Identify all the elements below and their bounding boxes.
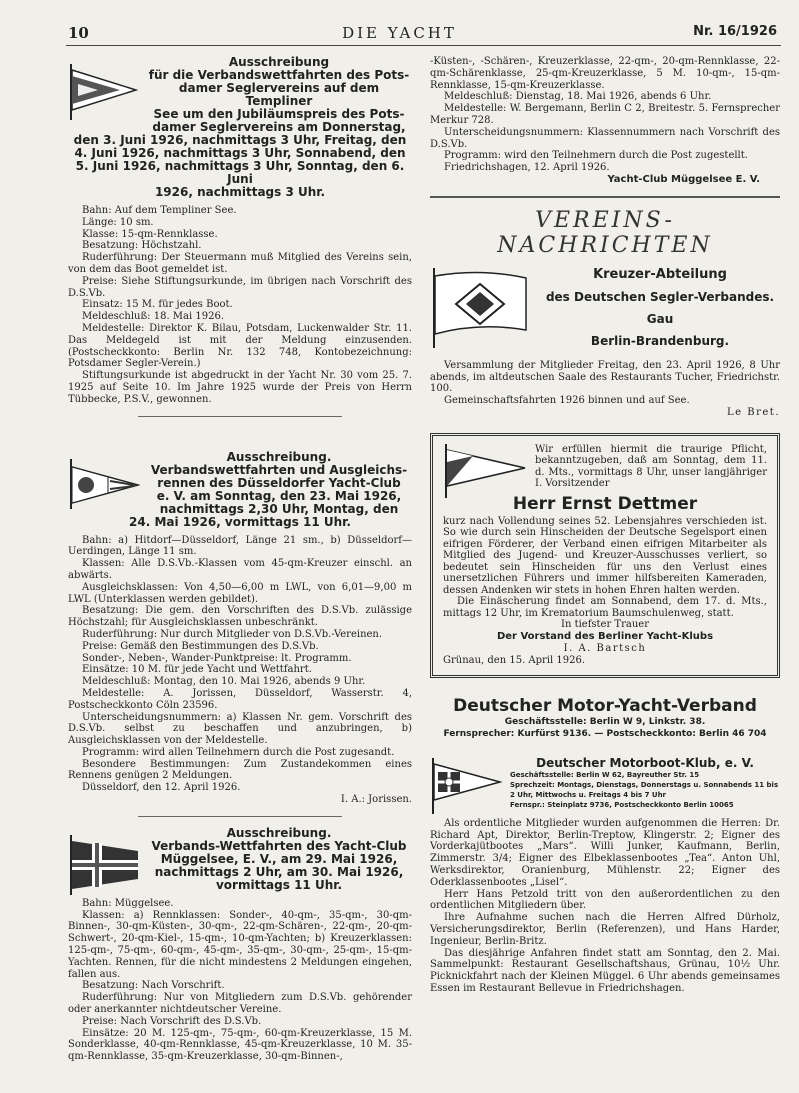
obituary-name: Herr Ernst Dettmer [512,493,698,514]
flag-kreuzer-icon [430,268,530,348]
journal-title: DIE YACHT [342,24,457,42]
notice-potsdam [68,56,412,406]
obituary-signer: I. A. Bartsch [563,643,647,655]
notice-mueggelsee-title: Ausschreibung. Verbands-Wettfahrten des Yacht-Club Müggelsee, E. V., am 29. Mai 1926, nachmittags 2 Uhr, am 30. Mai 1926, vormittags 11 Uhr. [151,825,407,892]
kreuzer-abteilung [430,264,780,360]
motorboot-contact: Geschäftsstelle: Berlin W 62, Bayreuther Str. 15 Sprechzeit: Montags, Dienstags, Donnerstags u. Sonnabends 11 bis 2 Uhr, Mittwochs u. Freitags 4 bis 7 Uhr Fernspr.: Steinplatz 9736, Postscheckkonto Berlin 10065 [510,770,779,809]
divider [138,816,342,817]
obituary-date: Grünau, den 15. April 1926. [443,655,586,667]
dmyv-phone: Fernsprecher: Kurfürst 9136. — Postscheckkonto: Berlin 46 704 [443,728,767,739]
issue-number: Nr. 16/1926 [693,24,777,39]
obituary-notice [430,433,780,678]
notice-potsdam-dates: den 3. Juni 1926, nachmittags 3 Uhr, Freitag, den 4. Juni 1926, nachmittags 3 Uhr, Sonnabend, den 5. Juni 1926, nachmittags 3 Uhr, Sonntag, den 6. Juni 1926, nachmittags 3 Uhr. [73,133,407,199]
notice-duesseldorf [68,451,412,806]
notice-mueggelsee [68,827,412,1063]
motorboot-body: Als ordentliche Mitglieder wurden aufgenommen die Herren: Dr. Richard Apt, Direktor, Berlin-Treptow, Klingerstr. 2; Eigner des Vorderkajütbootes „Mars“. Willi Junker, Kaufmann, Berlin, Zimmerstr. 3/4; Eigner des Elbeklassenbootes „Tea“. Anton Uhl, Werksdirektor, Oranienburg, Mühlenstr. 22; Eigner des Oderklassenbootes „Lisel“. Herr Hans Petzold tritt von den außerordentlichen zu den ordentlichen Mitgliedern über. Ihre Aufnahme suchen nach die Herren Alfred Dürholz, Versicherungsdirektor, Berlin (Referenzen), und Hans Harder, Ingenieur, Berlin-Britz. Das diesjährige Anfahren findet statt am Sonntag, den 2. Mai. Sammelpunkt: Restaurant Gesellschaftshaus, Grünau, 10½ Uhr. Picknickfahrt nach der Kleinen Müggel. 6 Uhr abends gemeinsames Essen im Restaurant Bellevue in Friedrichshagen. [430,817,780,994]
dmyv-address: Geschäftsstelle: Berlin W 9, Linkstr. 38. [504,716,706,727]
obituary-board: Der Vorstand des Berliner Yacht-Klubs [496,631,714,643]
notice-potsdam-title: Ausschreibung für die Verbandswettfahrten des Pots- damer Seglervereins auf dem Templiner See um den Jubiläumspreis des Pots- damer Seglervereins am Donnerstag, [148,55,410,134]
obituary-intro: Wir erfüllen hiermit die traurige Pflicht, bekanntzugeben, daß am Sonntag, dem 11. d. Mts., vormittags 8 Uhr, unser langjähriger I. Vorsitzender [535,443,767,490]
page-number: 10 [68,24,89,42]
pennant-motorboot-icon [430,758,502,814]
motorboot-klub [430,756,780,995]
notice-mueggelsee-body: Bahn: Müggelsee. Klassen: a) Rennklassen: Sonder-, 40-qm-, 35-qm-, 30-qm-Binnen-, 30-qm-Küsten-, 30-qm-, 22-qm-Schären-, 22-qm-, 20-qm-Schwert-, 20-qm-Kiel-, 15-qm-, 10-qm-Yachten; b) Kreuzerklassen: 125-qm-, 75-qm-, 60-qm-, 45-qm-, 35-qm-, 30-qm-, 25-qm-, 15-qm-Yachten. Rennen, für die nicht mindestens 2 Meldungen eingehen, fallen aus. Besatzung: Nach Vorschrift. Ruderführung: Nur von Mitgliedern zum D.S.Vb. gehörender oder anerkannter nichtdeutscher Vereine. Preise: Nach Vorschrift des D.S.Vb. Einsätze: 20 M. 125-qm-, 75-qm-, 60-qm-Kreuzerklasse, 15 M. Sonderklasse, 40-qm-Rennklasse, 45-qm-Kreuzerklasse, 10 M. 35-qm-Rennklasse, 35-qm-Kreuzerklasse, 30-qm-Binnen-, [68,897,412,1063]
mueggelsee-signature: Yacht-Club Müggelsee E. V. [607,173,760,185]
flag-mueggelsee-icon [68,835,140,895]
section-banner: VEREINS-NACHRICHTEN [430,196,780,264]
kreuzer-signature: Le Bret. [727,406,780,418]
notice-duesseldorf-title: Ausschreibung. Verbandswettfahrten und Ausgleichs- rennen des Düsseldorfer Yacht-Club e. V. am Sonntag, den 23. Mai 1926, nachmittags 2,30 Uhr, Montag, den [150,449,408,516]
left-column [68,56,412,1063]
notice-duesseldorf-date: 24. Mai 1926, vormittags 11 Uhr. [129,514,351,529]
pennant-yacht-klub-icon [443,444,527,498]
right-column [430,56,780,995]
dmyv-title: Deutscher Motor-Yacht-Verband [453,695,757,716]
obituary-funeral: Die Einäscherung findet am Sonnabend, dem 17. d. Mts., mittags 12 Uhr, im Krematorium Baumschulenweg, statt. [443,596,767,619]
divider [138,416,342,417]
notice-mueggelsee-continued: -Küsten-, -Schären-, Kreuzerklasse, 22-qm-, 20-qm-Rennklasse, 22-qm-Schärenklasse, 25-qm-Kreuzerklasse, 5 M. 10-qm-, 15-qm-Rennklasse, 15-qm-Kreuzerklasse. Meldeschluß: Dienstag, 18. Mai 1926, abends 6 Uhr. Meldestelle: W. Bergemann, Berlin C 2, Breitestr. 5. Fernsprecher Merkur 728. Unterscheidungsnummern: Klassennummern nach Vorschrift des D.S.Vb. Programm: wird den Teilnehmern durch die Post zugestellt. Friedrichshagen, 12. April 1926. Yacht-Club Müggelsee E. V. [430,56,780,185]
kreuzer-heading: Kreuzer-Abteilung des Deutschen Segler-Verbandes. Gau Berlin-Brandenburg. [545,266,775,348]
notice-duesseldorf-body: Bahn: a) Hitdorf—Düsseldorf, Länge 21 sm., b) Düsseldorf—Uerdingen, Länge 11 sm. Klassen: Alle D.S.Vb.-Klassen vom 45-qm-Kreuzer einschl. an abwärts. Ausgleichsklassen: Von 4,50—6,00 m LWL, von 6,01—9,00 m LWL (Unterklassen werden gebildet). Besatzung: Die gem. den Vorschriften des D.S.Vb. zulässige Höchstzahl; für Ausgleichsklassen unbeschränkt. Ruderführung: Nur durch Mitglieder von D.S.Vb.-Vereinen. Preise: Gemäß den Bestimmungen des D.S.Vb. Sonder-, Neben-, Wander-Punktpreise: lt. Programm. Einsätze: 10 M. für jede Yacht und Wettfahrt. Meldeschluß: Montag, den 10. Mai 1926, abends 9 Uhr. Meldestelle: A. Jorissen, Düsseldorf, Wasserstr. 4, Postscheckkonto Cöln 23596. Unterscheidungsnummern: a) Klassen Nr. gem. Vorschrift des D.S.Vb. selbst zu beschaffen und anzubringen, b) Ausgleichsklassen von der Meldestelle. Programm: wird allen Teilnehmern durch die Post zugesandt. Besondere Bestimmungen: Zum Zustandekommen eines Rennens genügen 2 Meldungen. Düsseldorf, den 12. April 1926. I. A.: Jorissen. [68,534,412,806]
obituary-body: kurz nach Vollendung seines 52. Lebensjahres verschieden ist. So wie durch sein Hinscheiden der Deutsche Segelsport einen eifrigen Förderer, der Verband einen eifrigen Mitarbeiter als Mitglied des Jugend- und Kreuzer-Ausschusses verliert, so bedeutet sein Hinscheiden für uns den Verlust eines unersetzlichen Führers und immer hilfsbereiten Kameraden, dessen Andenken wir stets in hohen Ehren halten werden. [443,515,767,596]
obituary-mourn: In tiefster Trauer [561,619,649,631]
notice-duesseldorf-signature: I. A.: Jorissen. [340,794,412,806]
motorboot-title: Deutscher Motorboot-Klub, e. V. [536,755,754,770]
notice-potsdam-body: Bahn: Auf dem Templiner See. Länge: 10 sm. Klasse: 15-qm-Rennklasse. Besatzung: Höchstzahl. Ruderführung: Der Steuermann muß Mitglied des Vereins sein, von dem das Boot gemeldet ist. Preise: Siehe Stiftungsurkunde, im übrigen nach Vorschrift des D.S.Vb. Einsatz: 15 M. für jedes Boot. Meldeschluß: 18. Mai 1926. Meldestelle: Direktor K. Bilau, Potsdam, Luckenwalder Str. 11. Das Meldegeld ist mit der Meldung einzusenden. (Postscheckkonto: Berlin Nr. 132 748, Kontobezeichnung: Potsdamer Segler-Verein.) Stiftungsurkunde ist abgedruckt in der Yacht Nr. 30 vom 25. 7. 1925 auf Seite 10. Im Jahre 1925 wurde der Preis von Herrn Tübbecke, P.S.V., gewonnen. [68,205,412,405]
header-rule [66,45,781,46]
kreuzer-body: Versammlung der Mitglieder Freitag, den 23. April 1926, 8 Uhr abends, im altdeutschen Saale des Restaurants Tucher, Friedrichstr. 100. Gemeinschaftsfahrten 1926 binnen und auf See. Le Bret. [430,359,780,418]
pennant-potsdam-icon [68,64,138,120]
pennant-duesseldorf-icon [68,459,140,509]
